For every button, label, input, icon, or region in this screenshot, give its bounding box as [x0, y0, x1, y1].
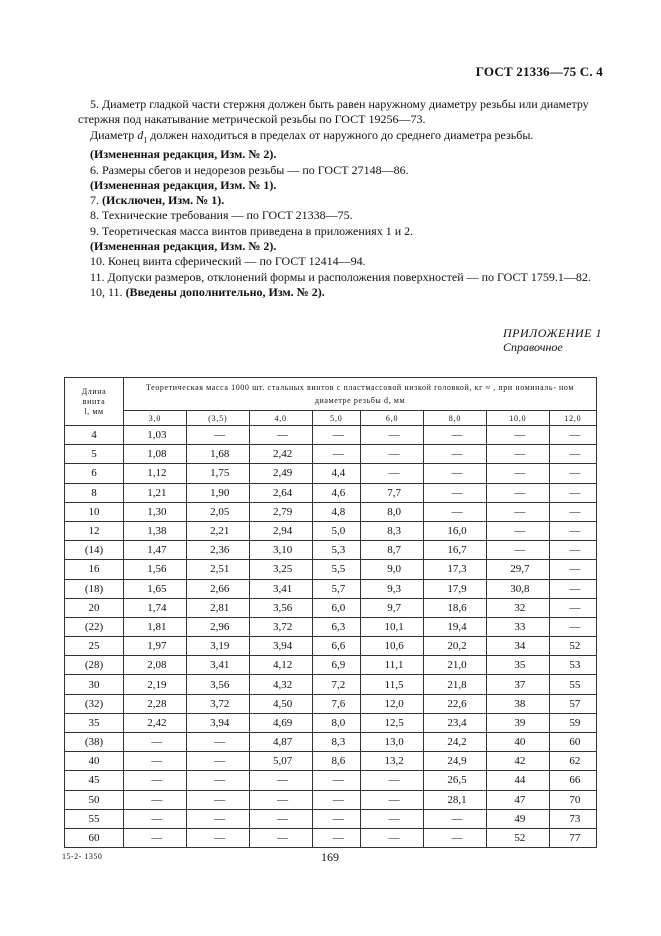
mass-cell: 13,2 — [361, 752, 424, 771]
table-row — [65, 483, 597, 502]
mass-cell: 1,21 — [124, 483, 187, 502]
table-row — [65, 464, 597, 483]
mass-cell: 1,90 — [186, 483, 249, 502]
table-row — [65, 790, 597, 809]
diameter-header-cell: 6,0 — [361, 411, 424, 426]
mass-cell: 2,96 — [186, 617, 249, 636]
mass-cell: 8,7 — [361, 541, 424, 560]
mass-cell: — — [361, 790, 424, 809]
mass-cell: 11,5 — [361, 675, 424, 694]
table-row — [65, 675, 597, 694]
mass-cell: 37 — [486, 675, 549, 694]
mass-cell: 28,1 — [424, 790, 487, 809]
mass-cell: 12,5 — [361, 713, 424, 732]
mass-cell: 6,0 — [312, 598, 361, 617]
mass-cell: 60 — [549, 733, 596, 752]
mass-cell: 16,7 — [424, 541, 487, 560]
table-row — [65, 521, 597, 540]
mass-cell: — — [124, 790, 187, 809]
mass-cell: 66 — [549, 771, 596, 790]
mass-cell: 52 — [486, 828, 549, 847]
mass-cell: 3,41 — [249, 579, 312, 598]
mass-cell: — — [549, 502, 596, 521]
diameter-header-cell: 3,0 — [124, 411, 187, 426]
mass-cell: 9,7 — [361, 598, 424, 617]
mass-cell: 2,36 — [186, 541, 249, 560]
mass-cell: 5,3 — [312, 541, 361, 560]
mass-cell: — — [424, 809, 487, 828]
mass-cell: 49 — [486, 809, 549, 828]
mass-cell: 53 — [549, 656, 596, 675]
mass-cell: — — [249, 426, 312, 445]
mass-cell: — — [424, 483, 487, 502]
table-row — [65, 809, 597, 828]
mass-cell: — — [186, 828, 249, 847]
mass-cell: 1,30 — [124, 502, 187, 521]
diameter-header-cell: 8,0 — [424, 411, 487, 426]
mass-cell: 3,41 — [186, 656, 249, 675]
mass-cell: 4,12 — [249, 656, 312, 675]
mass-cell: 13,0 — [361, 733, 424, 752]
mass-cell: 5,5 — [312, 560, 361, 579]
mass-cell: — — [424, 828, 487, 847]
mass-cell: 5,7 — [312, 579, 361, 598]
mass-cell: 44 — [486, 771, 549, 790]
body-text — [78, 97, 602, 300]
mass-cell: 3,56 — [186, 675, 249, 694]
table-row — [65, 713, 597, 732]
mass-cell: — — [361, 445, 424, 464]
mass-cell: — — [124, 809, 187, 828]
mass-cell: 4,50 — [249, 694, 312, 713]
mass-cell: 5,0 — [312, 521, 361, 540]
mass-cell: — — [424, 502, 487, 521]
mass-cell: 8,0 — [361, 502, 424, 521]
table-row — [65, 579, 597, 598]
mass-cell: — — [361, 809, 424, 828]
mass-cell: — — [486, 483, 549, 502]
table-row — [65, 733, 597, 752]
mass-cell: 2,28 — [124, 694, 187, 713]
mass-cell: — — [549, 617, 596, 636]
mass-cell: 8,0 — [312, 713, 361, 732]
mass-cell: 6,3 — [312, 617, 361, 636]
mass-cell: 1,97 — [124, 637, 187, 656]
mass-cell: — — [549, 426, 596, 445]
table-body — [65, 426, 597, 848]
length-cell: 45 — [65, 771, 124, 790]
length-cell: 50 — [65, 790, 124, 809]
mass-cell: — — [186, 790, 249, 809]
paragraph-5-line2: стержня под накатывание метрической резьбы по ГОСТ 19256—73. — [78, 112, 426, 127]
mass-cell: 3,25 — [249, 560, 312, 579]
mass-cell: — — [186, 733, 249, 752]
mass-cell: 1,12 — [124, 464, 187, 483]
mass-cell: 16,0 — [424, 521, 487, 540]
diameter-header-cell: 5,0 — [312, 411, 361, 426]
mass-cell: 2,42 — [124, 713, 187, 732]
table-row — [65, 541, 597, 560]
mass-cell: 2,66 — [186, 579, 249, 598]
mass-cell: 2,79 — [249, 502, 312, 521]
mass-cell: 7,7 — [361, 483, 424, 502]
mass-cell: — — [424, 464, 487, 483]
mass-cell: — — [186, 809, 249, 828]
length-cell: (14) — [65, 541, 124, 560]
mass-cell: — — [486, 502, 549, 521]
table-row — [65, 694, 597, 713]
mass-cell: — — [312, 426, 361, 445]
mass-cell: 10,6 — [361, 637, 424, 656]
table-row — [65, 752, 597, 771]
mass-cell: 2,94 — [249, 521, 312, 540]
mass-cell: 1,68 — [186, 445, 249, 464]
length-cell: 12 — [65, 521, 124, 540]
mass-cell: 3,94 — [249, 637, 312, 656]
mass-cell: 2,42 — [249, 445, 312, 464]
page-header: ГОСТ 21336—75 С. 4 — [475, 64, 603, 79]
length-cell: 35 — [65, 713, 124, 732]
mass-cell: 34 — [486, 637, 549, 656]
length-cell: 16 — [65, 560, 124, 579]
mass-cell: 5,07 — [249, 752, 312, 771]
length-cell: 25 — [65, 637, 124, 656]
mass-cell: — — [424, 445, 487, 464]
mass-cell: 30,8 — [486, 579, 549, 598]
mass-cell: 70 — [549, 790, 596, 809]
mass-cell: — — [361, 426, 424, 445]
mass-cell: — — [312, 771, 361, 790]
mass-cell: 4,69 — [249, 713, 312, 732]
mass-cell: — — [424, 426, 487, 445]
length-cell: 55 — [65, 809, 124, 828]
mass-cell: — — [249, 828, 312, 847]
length-cell: (38) — [65, 733, 124, 752]
amendment-note: (Измененная редакция, Изм. № 2). — [90, 147, 277, 162]
mass-cell: 1,03 — [124, 426, 187, 445]
mass-caption-header: Теоретическая масса 1000 шт. стальных винтов с пластмассовой низкой головкой, кг ≈ , при номиналь- ном диаметре резьбы d, мм — [124, 378, 597, 411]
table-row — [65, 656, 597, 675]
diameter-header-row — [65, 411, 597, 426]
mass-cell: 19,4 — [424, 617, 487, 636]
mass-cell: — — [486, 445, 549, 464]
mass-cell: — — [549, 464, 596, 483]
mass-cell: 62 — [549, 752, 596, 771]
mass-cell: 26,5 — [424, 771, 487, 790]
length-cell: (28) — [65, 656, 124, 675]
table-row — [65, 828, 597, 847]
appendix-label — [503, 326, 603, 354]
length-cell: (18) — [65, 579, 124, 598]
mass-cell: 3,56 — [249, 598, 312, 617]
mass-cell: 29,7 — [486, 560, 549, 579]
length-header: Длина винта l, мм — [65, 378, 124, 426]
table-row — [65, 426, 597, 445]
mass-cell: — — [124, 828, 187, 847]
length-cell: 4 — [65, 426, 124, 445]
mass-cell: — — [249, 809, 312, 828]
mass-cell: 47 — [486, 790, 549, 809]
mass-cell: 3,72 — [186, 694, 249, 713]
mass-cell: 55 — [549, 675, 596, 694]
mass-table — [64, 377, 597, 848]
mass-cell: 2,05 — [186, 502, 249, 521]
mass-cell: 9,3 — [361, 579, 424, 598]
length-cell: 10 — [65, 502, 124, 521]
appendix-subtitle: Справочное — [503, 340, 563, 354]
mass-cell: 2,08 — [124, 656, 187, 675]
mass-cell: — — [361, 828, 424, 847]
mass-cell: — — [361, 771, 424, 790]
mass-cell: — — [486, 464, 549, 483]
diameter-header-cell: 10,0 — [486, 411, 549, 426]
mass-cell: 1,56 — [124, 560, 187, 579]
mass-cell: 73 — [549, 809, 596, 828]
mass-cell: — — [249, 790, 312, 809]
paragraph-6: 6. Размеры сбегов и недорезов резьбы — по ГОСТ 27148—86. — [90, 162, 409, 177]
length-cell: 20 — [65, 598, 124, 617]
mass-cell: 1,74 — [124, 598, 187, 617]
mass-cell: 9,0 — [361, 560, 424, 579]
mass-cell: 17,9 — [424, 579, 487, 598]
mass-cell: 32 — [486, 598, 549, 617]
table-row — [65, 771, 597, 790]
mass-cell: 11,1 — [361, 656, 424, 675]
mass-cell: 3,10 — [249, 541, 312, 560]
diameter-header-cell: 4,0 — [249, 411, 312, 426]
mass-cell: — — [486, 521, 549, 540]
mass-cell: 2,49 — [249, 464, 312, 483]
mass-cell: 1,75 — [186, 464, 249, 483]
mass-cell: — — [186, 426, 249, 445]
mass-cell: 52 — [549, 637, 596, 656]
mass-cell: — — [124, 771, 187, 790]
mass-cell: 24,9 — [424, 752, 487, 771]
mass-cell: — — [486, 541, 549, 560]
amendment-note: (Измененная редакция, Изм. № 1). — [90, 177, 277, 192]
mass-cell: — — [486, 426, 549, 445]
mass-cell: 6,6 — [312, 637, 361, 656]
mass-cell: 59 — [549, 713, 596, 732]
mass-cell: 12,0 — [361, 694, 424, 713]
mass-cell: — — [124, 752, 187, 771]
length-cell: (22) — [65, 617, 124, 636]
mass-cell: 57 — [549, 694, 596, 713]
mass-cell: 77 — [549, 828, 596, 847]
paragraph-10-11: 10, 11. (Введены дополнительно, Изм. № 2). — [90, 284, 325, 299]
mass-cell: — — [312, 790, 361, 809]
table-row — [65, 637, 597, 656]
mass-cell: 10,1 — [361, 617, 424, 636]
mass-cell: — — [361, 464, 424, 483]
footer-print-code: 15-2- 1350 — [62, 852, 103, 861]
mass-cell: — — [549, 445, 596, 464]
mass-cell: — — [549, 541, 596, 560]
mass-cell: 8,3 — [361, 521, 424, 540]
mass-cell: 22,6 — [424, 694, 487, 713]
mass-cell: 1,65 — [124, 579, 187, 598]
mass-cell: 40 — [486, 733, 549, 752]
diameter-header-cell: 12,0 — [549, 411, 596, 426]
mass-cell: 23,4 — [424, 713, 487, 732]
mass-cell: 24,2 — [424, 733, 487, 752]
mass-cell: — — [312, 445, 361, 464]
length-cell: 40 — [65, 752, 124, 771]
mass-cell: 1,08 — [124, 445, 187, 464]
paragraph-8: 8. Технические требования — по ГОСТ 21338—75. — [90, 208, 353, 223]
mass-cell: — — [186, 771, 249, 790]
table-row — [65, 502, 597, 521]
mass-cell: 17,3 — [424, 560, 487, 579]
diameter-header-cell: (3,5) — [186, 411, 249, 426]
length-cell: 30 — [65, 675, 124, 694]
mass-cell: 2,51 — [186, 560, 249, 579]
mass-cell: 33 — [486, 617, 549, 636]
table-row — [65, 445, 597, 464]
table-row — [65, 598, 597, 617]
mass-cell: 2,21 — [186, 521, 249, 540]
paragraph-5-line1: 5. Диаметр гладкой части стержня должен быть равен наружному диаметру резьбы или диаметру — [90, 97, 589, 111]
mass-cell: 35 — [486, 656, 549, 675]
mass-cell: — — [549, 521, 596, 540]
paragraph-10: 10. Конец винта сферический — по ГОСТ 12414—94. — [90, 254, 366, 269]
mass-cell: 4,4 — [312, 464, 361, 483]
mass-cell: 42 — [486, 752, 549, 771]
paragraph-9: 9. Теоретическая масса винтов приведена в приложениях 1 и 2. — [90, 223, 414, 238]
mass-cell: 4,87 — [249, 733, 312, 752]
length-cell: 6 — [65, 464, 124, 483]
mass-cell: 21,8 — [424, 675, 487, 694]
mass-cell: 2,19 — [124, 675, 187, 694]
mass-cell: 20,2 — [424, 637, 487, 656]
mass-cell: 2,81 — [186, 598, 249, 617]
mass-cell: — — [549, 560, 596, 579]
mass-cell: 1,38 — [124, 521, 187, 540]
mass-cell: 4,8 — [312, 502, 361, 521]
mass-cell: 21,0 — [424, 656, 487, 675]
mass-cell: 1,47 — [124, 541, 187, 560]
mass-cell: 8,6 — [312, 752, 361, 771]
table-row — [65, 617, 597, 636]
page-number: 169 — [321, 850, 339, 864]
mass-cell: 4,6 — [312, 483, 361, 502]
paragraph-11: 11. Допуски размеров, отклонений формы и расположения поверхностей — по ГОСТ 1759.1—82. — [90, 269, 591, 284]
paragraph-7: 7. (Исключен, Изм. № 1). — [90, 193, 225, 208]
mass-cell: — — [549, 483, 596, 502]
mass-cell: 3,19 — [186, 637, 249, 656]
mass-cell: 7,6 — [312, 694, 361, 713]
amendment-note: (Измененная редакция, Изм. № 2). — [90, 239, 277, 254]
mass-cell: — — [124, 733, 187, 752]
mass-cell: 8,3 — [312, 733, 361, 752]
table-row — [65, 560, 597, 579]
mass-cell: 18,6 — [424, 598, 487, 617]
mass-cell: — — [186, 752, 249, 771]
mass-cell: — — [312, 809, 361, 828]
appendix-title: ПРИЛОЖЕНИЕ 1 — [503, 326, 602, 340]
mass-cell: — — [549, 598, 596, 617]
mass-cell: 1,81 — [124, 617, 187, 636]
length-cell: 8 — [65, 483, 124, 502]
mass-cell: 6,9 — [312, 656, 361, 675]
mass-cell: 7,2 — [312, 675, 361, 694]
length-cell: 60 — [65, 828, 124, 847]
mass-cell: 3,94 — [186, 713, 249, 732]
mass-cell: 2,64 — [249, 483, 312, 502]
mass-cell: — — [312, 828, 361, 847]
length-cell: (32) — [65, 694, 124, 713]
mass-cell: 3,72 — [249, 617, 312, 636]
mass-cell: 4,32 — [249, 675, 312, 694]
mass-cell: 38 — [486, 694, 549, 713]
mass-cell: 39 — [486, 713, 549, 732]
paragraph-diameter: Диаметр $d_1$ должен находиться в пределах от наружного до среднего диаметра резьбы. — [90, 127, 534, 144]
mass-cell: — — [249, 771, 312, 790]
length-cell: 5 — [65, 445, 124, 464]
mass-cell: — — [549, 579, 596, 598]
